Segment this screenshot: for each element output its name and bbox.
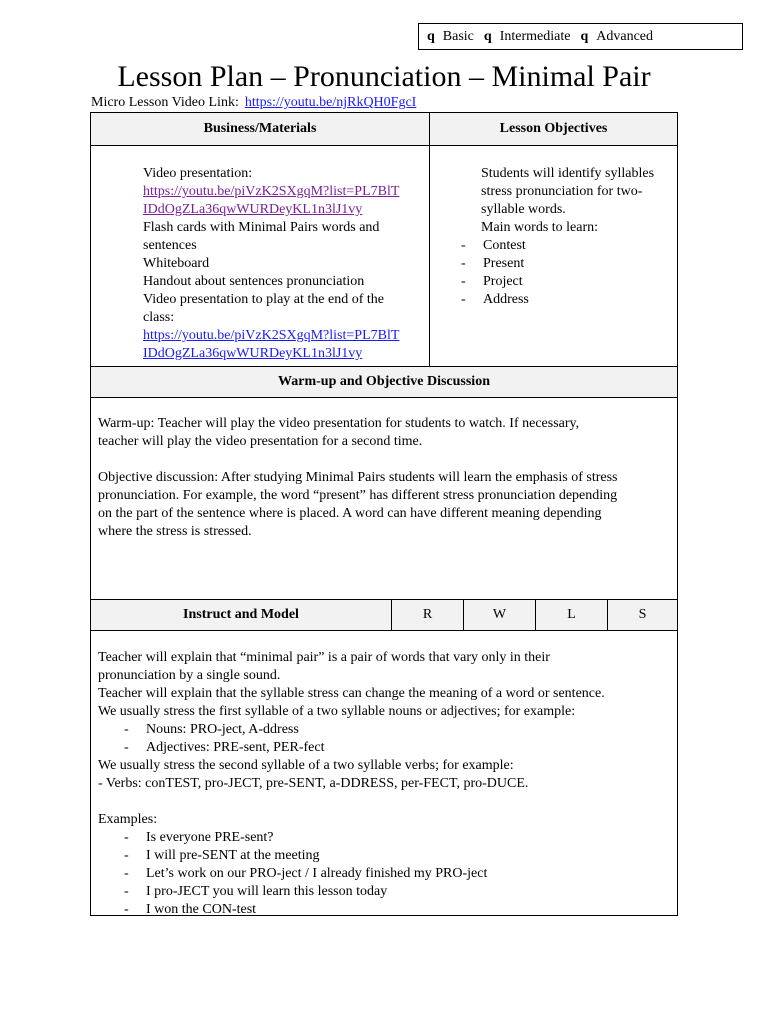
example-4: I pro-JECT you will learn this lesson today xyxy=(146,884,388,899)
skill-r-text: R xyxy=(422,607,433,622)
word-contest: Contest xyxy=(483,238,526,253)
skill-s-text: S xyxy=(638,607,647,622)
list-item: - Project xyxy=(461,274,523,289)
main-words-label: Main words to learn: xyxy=(481,220,599,235)
micro-lesson-link[interactable]: https://youtu.be/njRkQH0FgcI xyxy=(244,95,417,110)
micro-lesson-line xyxy=(91,94,416,111)
warmup-header xyxy=(91,367,677,397)
instruct-line1: Teacher will explain that “minimal pair” is a pair of words that vary only in their xyxy=(98,650,550,665)
list-item: - Contest xyxy=(461,238,526,253)
list-item: - Present xyxy=(461,256,525,271)
video-link-2b[interactable]: IDdOgZLa36qwWURDeyKL1n3lJ1vy xyxy=(143,346,363,361)
objectives-header-text: Lesson Objectives xyxy=(499,121,608,136)
objective-line3: syllable words. xyxy=(481,202,566,217)
video-link-2a[interactable]: https://youtu.be/piVzK2SXgqM?list=PL7BlT xyxy=(143,328,400,343)
level-basic: Basic xyxy=(442,28,474,44)
intermediate-checkbox-marker[interactable]: q xyxy=(483,28,492,44)
nouns-example: Nouns: PRO-ject, A-ddress xyxy=(146,722,299,737)
word-project: Project xyxy=(483,274,523,289)
list-item: - I pro-JECT you will learn this lesson today xyxy=(124,884,388,899)
flash-cards-line2: sentences xyxy=(143,238,197,253)
instruct-line4: We usually stress the first syllable of a two syllable nouns or adjectives; for example: xyxy=(98,704,576,719)
objective-discussion-line4: where the stress is stressed. xyxy=(98,524,252,539)
instruct-line3: Teacher will explain that the syllable stress can change the meaning of a word or sentence. xyxy=(98,686,605,701)
whiteboard-item: Whiteboard xyxy=(143,256,210,271)
lesson-table xyxy=(90,112,678,916)
flash-cards-line1: Flash cards with Minimal Pairs words and xyxy=(143,220,380,235)
level-intermediate: Intermediate xyxy=(499,28,571,44)
objective-discussion-line1: Objective discussion: After studying Minimal Pairs students will learn the emphasis of stress xyxy=(98,470,618,485)
instruct-line2: pronunciation by a single sound. xyxy=(98,668,281,683)
skill-l-text: L xyxy=(567,607,576,622)
skill-l-header xyxy=(536,600,607,630)
level-advanced: Advanced xyxy=(596,28,654,44)
skill-s-header xyxy=(608,600,677,630)
list-item: - Address xyxy=(461,292,529,307)
instruct-line5: We usually stress the second syllable of a two syllable verbs; for example: xyxy=(98,758,514,773)
materials-cell xyxy=(143,165,427,363)
warmup-cell xyxy=(98,415,674,541)
video2-line2: class: xyxy=(143,310,175,325)
instruct-header xyxy=(91,600,391,630)
skill-w-text: W xyxy=(492,607,507,622)
instruct-cell xyxy=(98,649,674,919)
video-link-1a[interactable]: https://youtu.be/piVzK2SXgqM?list=PL7BlT xyxy=(143,184,400,199)
objectives-cell xyxy=(461,165,675,237)
list-item: - Nouns: PRO-ject, A-ddress xyxy=(124,722,299,737)
video2-line1: Video presentation to play at the end of the xyxy=(143,292,384,307)
word-address: Address xyxy=(483,292,529,307)
warmup-line2: teacher will play the video presentation for a second time. xyxy=(98,434,423,449)
example-2: I will pre-SENT at the meeting xyxy=(146,848,320,863)
list-item: - Let’s work on our PRO-ject / I already finished my PRO-ject xyxy=(124,866,488,881)
list-item: - I will pre-SENT at the meeting xyxy=(124,848,320,863)
level-selector xyxy=(418,23,743,50)
list-item: - I won the CON-test xyxy=(124,902,257,917)
materials-header xyxy=(91,113,429,145)
example-1: Is everyone PRE-sent? xyxy=(146,830,274,845)
warmup-line1: Warm-up: Teacher will play the video presentation for students to watch. If necessary, xyxy=(98,416,580,431)
adjectives-example: Adjectives: PRE-sent, PER-fect xyxy=(146,740,325,755)
basic-checkbox-marker[interactable]: q xyxy=(427,28,435,44)
video-label: Video presentation: xyxy=(143,166,253,181)
skill-w-header xyxy=(464,600,535,630)
instruct-header-text: Instruct and Model xyxy=(183,607,299,622)
advanced-checkbox-marker[interactable]: q xyxy=(580,28,589,44)
objective-line1: Students will identify syllables xyxy=(481,166,655,181)
list-item: - Adjectives: PRE-sent, PER-fect xyxy=(124,740,325,755)
warmup-header-text: Warm-up and Objective Discussion xyxy=(278,374,490,389)
objective-line2: stress pronunciation for two- xyxy=(481,184,643,199)
objective-discussion-line2: pronunciation. For example, the word “present” has different stress pronunciation depending xyxy=(98,488,618,503)
handout-item: Handout about sentences pronunciation xyxy=(143,274,365,289)
word-present: Present xyxy=(483,256,525,271)
main-words-list xyxy=(461,237,675,309)
examples-label: Examples: xyxy=(98,812,158,827)
materials-header-text: Business/Materials xyxy=(203,121,317,136)
video-link-1b[interactable]: IDdOgZLa36qwWURDeyKL1n3lJ1vy xyxy=(143,202,363,217)
objectives-header xyxy=(430,113,677,145)
micro-lesson-label: Micro Lesson Video Link: xyxy=(91,95,239,110)
example-5: I won the CON-test xyxy=(146,902,257,917)
list-item: - Is everyone PRE-sent? xyxy=(124,830,274,845)
verbs-example: - Verbs: conTEST, pro-JECT, pre-SENT, a-DDRESS, per-FECT, pro-DUCE. xyxy=(98,776,529,791)
objective-discussion-line3: on the part of the sentence where is placed. A word can have different meaning depending xyxy=(98,506,602,521)
skill-r-header xyxy=(392,600,463,630)
page-title: Lesson Plan – Pronunciation – Minimal Pair xyxy=(117,60,651,93)
example-3: Let’s work on our PRO-ject / I already finished my PRO-ject xyxy=(146,866,488,881)
